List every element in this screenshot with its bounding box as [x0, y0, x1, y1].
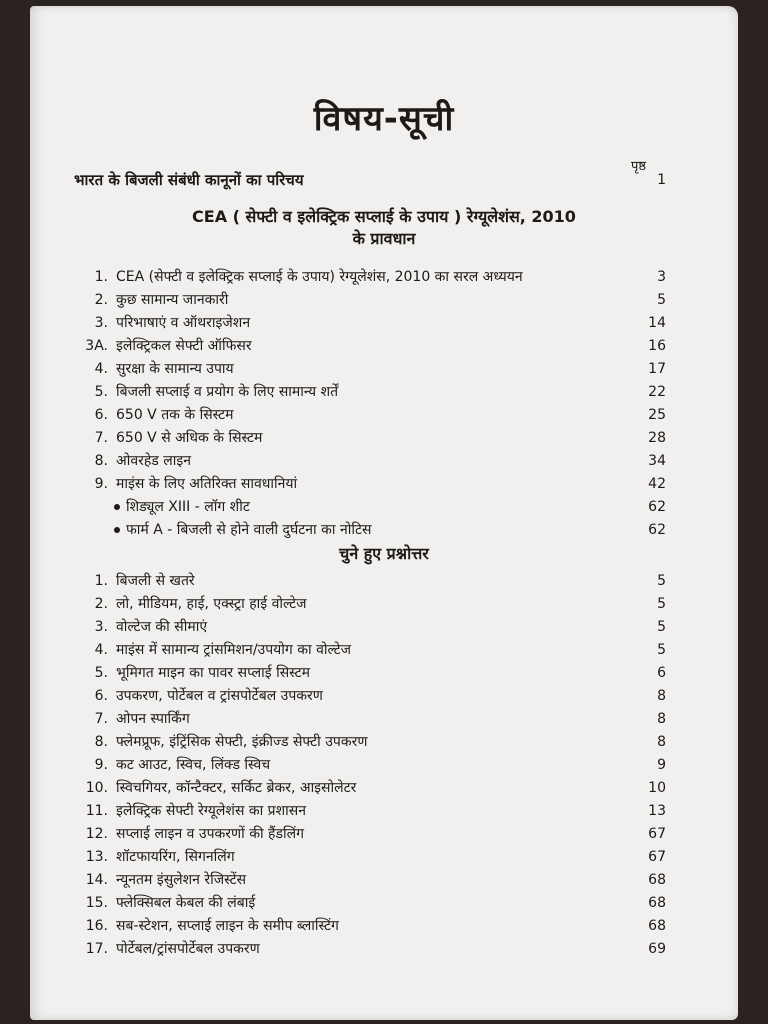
entry-number: 1. [94, 573, 108, 589]
entry-page: 3 [657, 269, 666, 285]
entry-text: माइंस के लिए अतिरिक्त सावधानियां [116, 476, 298, 492]
entry-number: 4. [94, 642, 108, 658]
entry-number: 15. [85, 895, 108, 911]
toc-entry [30, 615, 738, 639]
entry-text: फ्लेक्सिबल केबल की लंबाई [116, 895, 256, 911]
entry-number: 6. [94, 688, 108, 704]
entry-text: कुछ सामान्य जानकारी [116, 292, 229, 308]
entry-page: 67 [648, 826, 666, 842]
bullet-icon [114, 504, 120, 510]
toc-entry [30, 265, 738, 289]
entry-text: उपकरण, पोर्टेबल व ट्रांसपोर्टेबल उपकरण [116, 688, 323, 704]
entry-number: 11. [85, 803, 108, 819]
entry-text: न्यूनतम इंसुलेशन रेजिस्टेंस [116, 872, 247, 888]
entry-number: 13. [85, 849, 108, 865]
toc-entry [30, 638, 738, 662]
entry-page: 67 [648, 849, 666, 865]
entry-text: CEA (सेफ्टी व इलेक्ट्रिक सप्लाई के उपाय) रेग्यूलेशंस, 2010 का सरल अध्ययन [116, 269, 523, 285]
entry-page: 5 [657, 642, 666, 658]
toc-bullet-entry [30, 518, 738, 542]
toc-entry [30, 357, 738, 381]
toc-entry [30, 592, 738, 616]
entry-text: लो, मीडियम, हाई, एक्स्ट्रा हाई वोल्टेज [116, 596, 307, 612]
entry-text: भूमिगत माइन का पावर सप्लाई सिस्टम [116, 665, 311, 681]
entry-number: 3. [94, 619, 108, 635]
entry-text: बिजली से खतरे [116, 573, 195, 589]
entry-text: पोर्टेबल/ट्रांसपोर्टेबल उपकरण [116, 941, 260, 957]
toc-entry [30, 426, 738, 450]
toc-entry [30, 845, 738, 869]
toc-entry [30, 288, 738, 312]
entry-page: 25 [648, 407, 666, 423]
toc-entry [30, 937, 738, 961]
entry-page: 22 [648, 384, 666, 400]
entry-number: 3A. [85, 338, 108, 354]
toc-entry [30, 891, 738, 915]
entry-number: 4. [94, 361, 108, 377]
entry-page: 8 [657, 711, 666, 727]
entry-number: 1. [94, 269, 108, 285]
entry-page: 34 [648, 453, 666, 469]
toc-bullet-entry [30, 495, 738, 519]
entry-number: 2. [94, 292, 108, 308]
entry-text: इलेक्ट्रिकल सेफ्टी ऑफिसर [116, 338, 252, 354]
entry-page: 8 [657, 688, 666, 704]
entry-page: 6 [657, 665, 666, 681]
entry-number: 3. [94, 315, 108, 331]
entry-number: 10. [85, 780, 108, 796]
entry-text: परिभाषाएं व ऑथराइजेशन [116, 315, 251, 331]
entry-text: शिड्यूल XIII - लॉग शीट [126, 499, 250, 515]
toc-entry [30, 707, 738, 731]
toc-entry [30, 472, 738, 496]
entry-page: 68 [648, 895, 666, 911]
entry-text: सब-स्टेशन, सप्लाई लाइन के समीप ब्लास्टिंग [116, 918, 339, 934]
entry-text: ओपन स्पार्किंग [116, 711, 190, 727]
entry-number: 7. [94, 430, 108, 446]
entry-page: 69 [648, 941, 666, 957]
section1-heading-line1: CEA ( सेफ्टी व इलेक्ट्रिक सप्लाई के उपाय ) रेग्यूलेशंस, 2010 [192, 207, 576, 226]
entry-page: 17 [648, 361, 666, 377]
entry-number: 17. [85, 941, 108, 957]
toc-entry [30, 868, 738, 892]
entry-page: 8 [657, 734, 666, 750]
entry-number: 9. [94, 757, 108, 773]
bullet-icon [114, 527, 120, 533]
entry-page: 16 [648, 338, 666, 354]
book-page [30, 6, 738, 1020]
entry-text: फ्लेमप्रूफ, इंट्रिंसिक सेफ्टी, इंक्रीज्ड सेफ्टी उपकरण [116, 734, 368, 750]
entry-number: 16. [85, 918, 108, 934]
toc-entry [30, 661, 738, 685]
toc-entry [30, 334, 738, 358]
entry-page: 10 [648, 780, 666, 796]
entry-page: 62 [648, 499, 666, 515]
entry-number: 14. [85, 872, 108, 888]
entry-text: स्विचगियर, कॉन्टैक्टर, सर्किट ब्रेकर, आइसोलेटर [116, 780, 357, 796]
toc-entry [30, 776, 738, 800]
page-column-label: पृष्ठ [630, 159, 646, 174]
toc-entry [30, 569, 738, 593]
entry-page: 9 [657, 757, 666, 773]
entry-text: इलेक्ट्रिक सेफ्टी रेग्यूलेशंस का प्रशासन [116, 803, 307, 819]
entry-text: माइंस में सामान्य ट्रांसमिशन/उपयोग का वोल्टेज [116, 642, 352, 658]
entry-page: 5 [657, 619, 666, 635]
toc-entry [30, 799, 738, 823]
entry-page: 42 [648, 476, 666, 492]
entry-number: 5. [94, 665, 108, 681]
toc-entry [30, 914, 738, 938]
entry-number: 6. [94, 407, 108, 423]
toc-entry [30, 380, 738, 404]
section2-heading: चुने हुए प्रश्नोत्तर [339, 544, 429, 563]
entry-number: 8. [94, 453, 108, 469]
toc-entry [30, 684, 738, 708]
intro-entry [30, 168, 738, 192]
entry-number: 2. [94, 596, 108, 612]
entry-text: ओवरहेड लाइन [116, 453, 191, 469]
entry-page: 28 [648, 430, 666, 446]
entry-page: 62 [648, 522, 666, 538]
entry-page: 68 [648, 918, 666, 934]
entry-text: 650 V तक के सिस्टम [116, 407, 234, 423]
entry-text: सप्लाई लाइन व उपकरणों की हैंडलिंग [116, 826, 304, 842]
intro-page: 1 [657, 172, 666, 188]
entry-page: 13 [648, 803, 666, 819]
entry-text: 650 V से अधिक के सिस्टम [116, 430, 263, 446]
entry-number: 5. [94, 384, 108, 400]
toc-entry [30, 449, 738, 473]
toc-entry [30, 311, 738, 335]
entry-page: 14 [648, 315, 666, 331]
entry-text: वोल्टेज की सीमाएं [116, 619, 208, 635]
toc-entry [30, 822, 738, 846]
entry-page: 5 [657, 596, 666, 612]
intro-text: भारत के बिजली संबंधी कानूनों का परिचय [74, 171, 304, 189]
toc-entry [30, 730, 738, 754]
entry-page: 5 [657, 573, 666, 589]
section1-heading-line2: के प्रावधान [352, 229, 416, 248]
toc-entry [30, 403, 738, 427]
entry-number: 8. [94, 734, 108, 750]
entry-text: शॉटफायरिंग, सिगनलिंग [116, 849, 235, 865]
entry-text: बिजली सप्लाई व प्रयोग के लिए सामान्य शर्तें [116, 384, 339, 400]
entry-number: 7. [94, 711, 108, 727]
entry-text: फार्म A - बिजली से होने वाली दुर्घटना का नोटिस [126, 522, 372, 538]
entry-number: 12. [85, 826, 108, 842]
entry-text: सुरक्षा के सामान्य उपाय [116, 361, 234, 377]
entry-page: 68 [648, 872, 666, 888]
entry-text: कट आउट, स्विच, लिंक्ड स्विच [116, 757, 271, 773]
entry-number: 9. [94, 476, 108, 492]
page-title: विषय-सूची [313, 99, 455, 139]
entry-page: 5 [657, 292, 666, 308]
toc-entry [30, 753, 738, 777]
